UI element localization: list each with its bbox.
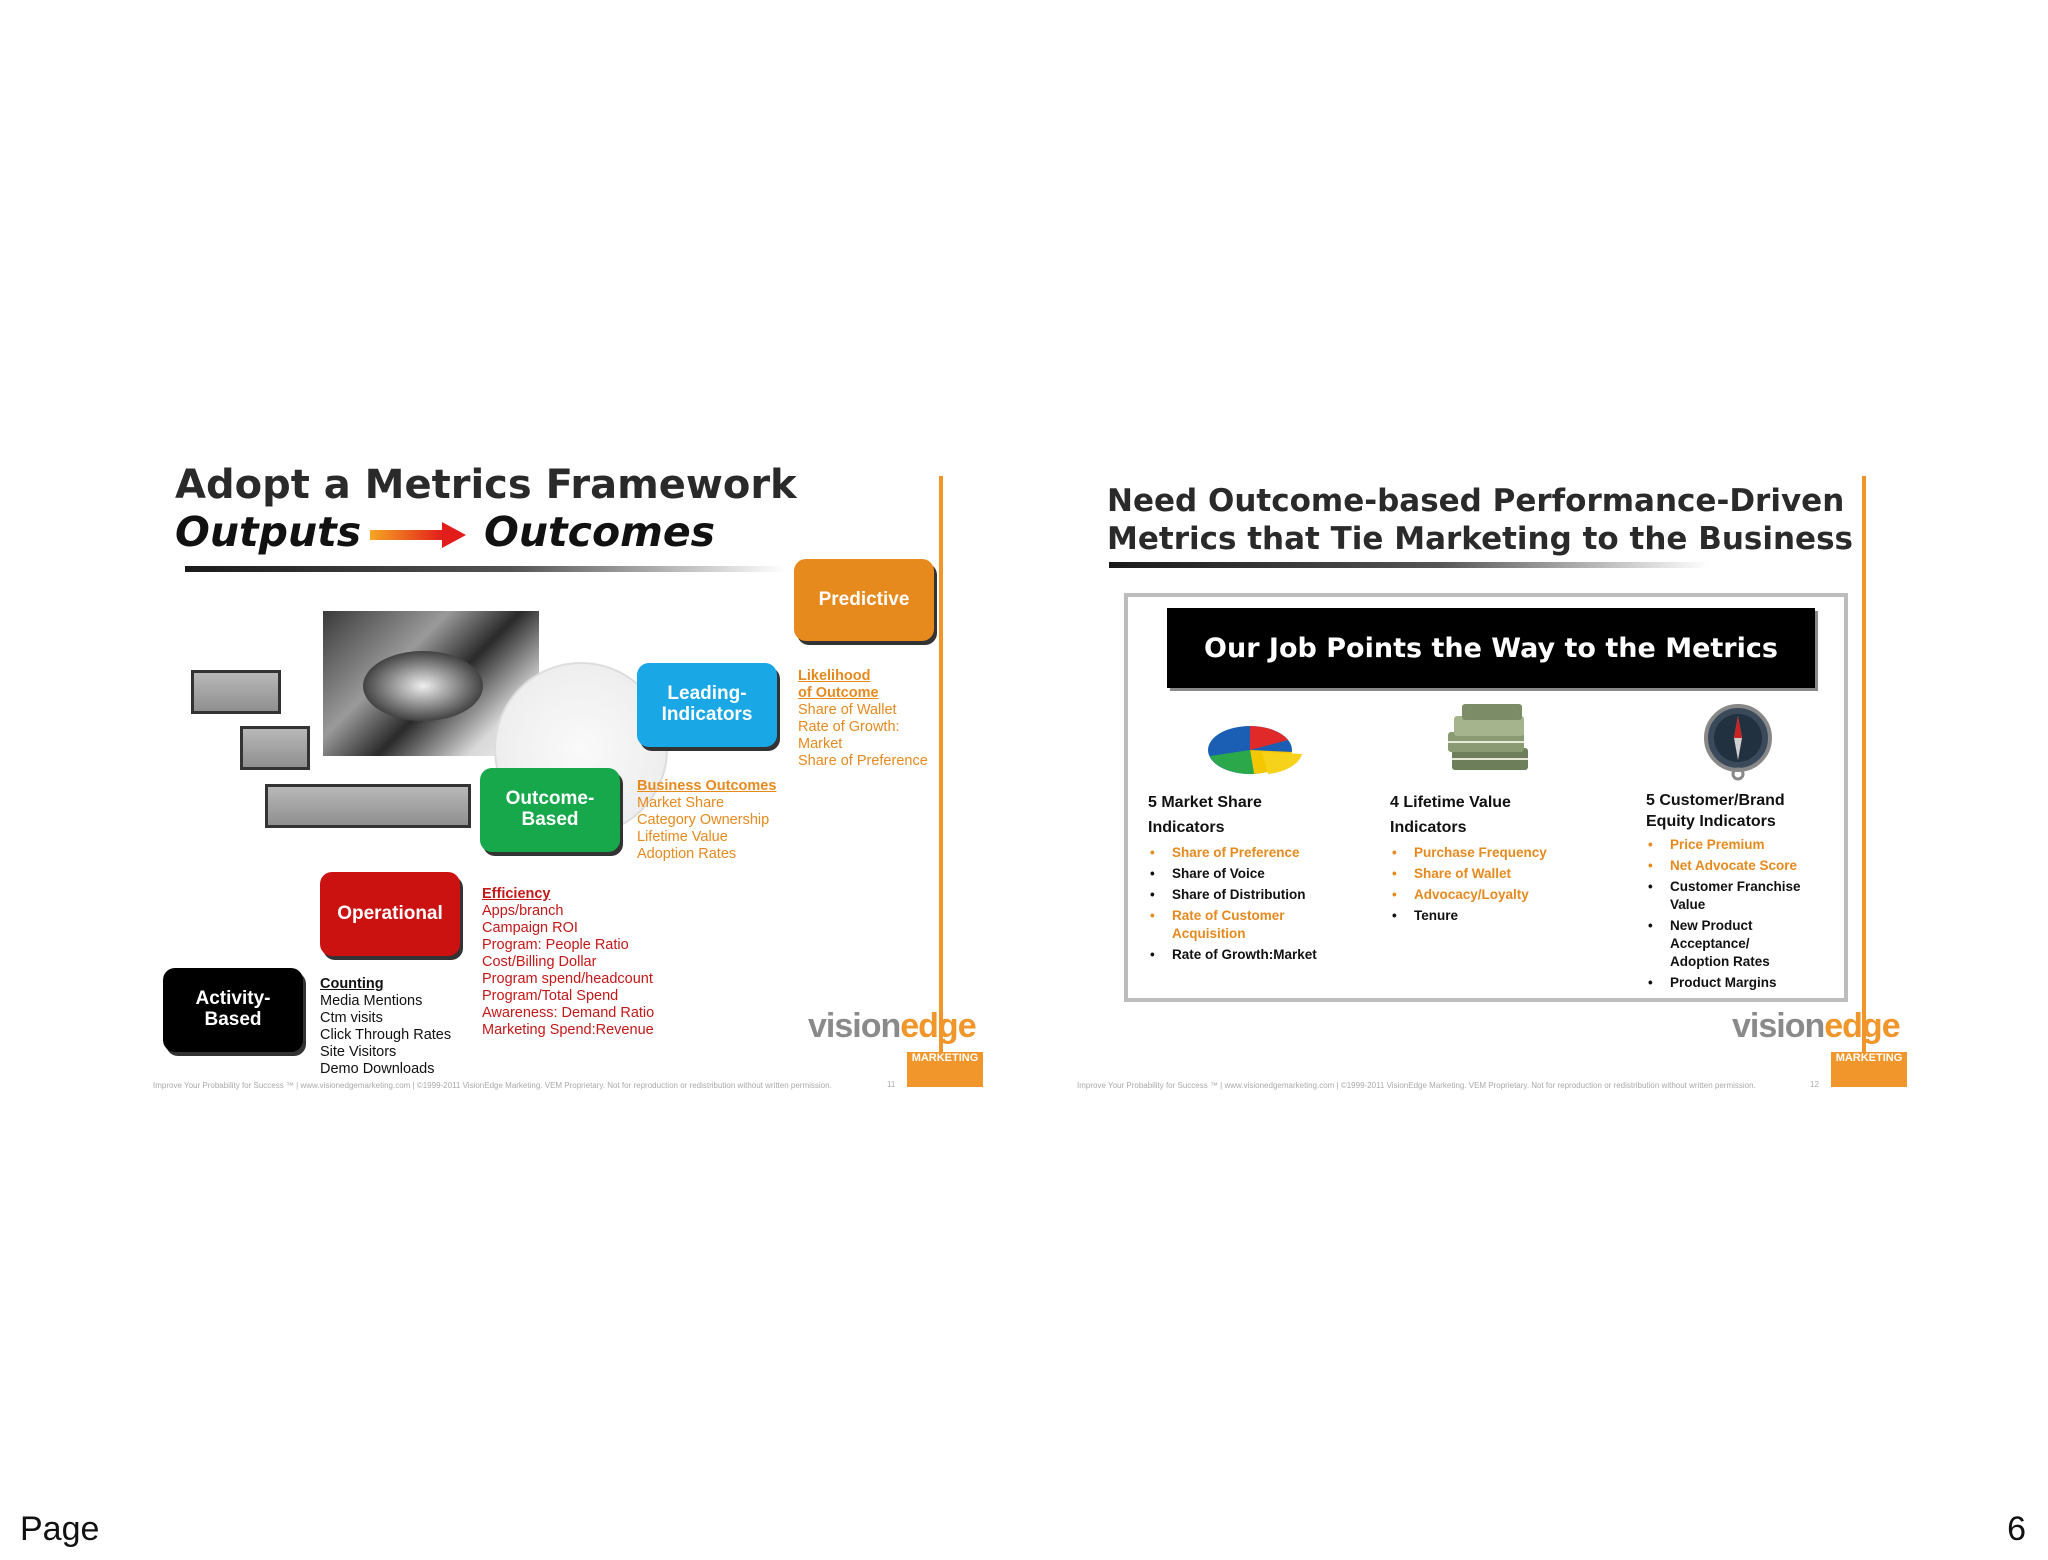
list-item: Program: People Ratio bbox=[482, 937, 629, 953]
counting-list bbox=[320, 976, 451, 1078]
list-item: Apps/branch bbox=[482, 903, 564, 919]
list-item: • Tenure bbox=[1390, 907, 1610, 925]
predictive-box bbox=[794, 559, 934, 641]
title-rule bbox=[185, 566, 785, 572]
logo-word-edge: edge bbox=[1824, 1007, 1900, 1045]
slide-footer: Improve Your Probability for Success ™ | www.visionedgemarketing.com | ©1999-2011 VisionEdge Marketing. VEM Proprietary. Not for reproduction or redistribution without written permission. bbox=[153, 1081, 832, 1090]
logo-tag-text: MARKETING bbox=[911, 1052, 979, 1064]
arrow-right-icon bbox=[370, 522, 466, 548]
list-item: Adoption Rates bbox=[637, 846, 737, 862]
photo-highlight bbox=[363, 651, 483, 721]
indicator-list bbox=[1390, 844, 1610, 925]
list-item: • Share of Preference bbox=[1148, 844, 1368, 862]
lifetime-value-column bbox=[1390, 790, 1610, 928]
slide-footer: Improve Your Probability for Success ™ | www.visionedgemarketing.com | ©1999-2011 VisionEdge Marketing. VEM Proprietary. Not for reproduction or redistribution without written permission. bbox=[1077, 1081, 1756, 1090]
outcome-based-box bbox=[480, 768, 620, 852]
list-item: • Rate of Growth:Market bbox=[1148, 946, 1368, 964]
outputs-label: Outputs bbox=[175, 508, 362, 556]
list-item: • Rate of Customer Acquisition bbox=[1148, 907, 1302, 943]
list-item: • Customer Franchise Value bbox=[1646, 878, 1820, 914]
list-item: Demo Downloads bbox=[320, 1061, 435, 1077]
list-item: Lifetime Value bbox=[637, 829, 728, 845]
list-item: Share of Wallet bbox=[798, 702, 897, 718]
grey-block bbox=[265, 784, 471, 828]
list-item: Category Ownership bbox=[637, 812, 770, 828]
activity-based-label: Activity- Based bbox=[195, 988, 271, 1030]
logo-tag bbox=[907, 1052, 983, 1087]
grey-block bbox=[191, 670, 281, 714]
column-heading-2: Indicators bbox=[1148, 819, 1225, 836]
logo-tag-text: MARKETING bbox=[1835, 1052, 1903, 1064]
column-heading: 5 Market Share bbox=[1148, 794, 1262, 811]
operational-label: Operational bbox=[337, 902, 443, 924]
banner bbox=[1167, 608, 1815, 688]
pie-chart-icon bbox=[1202, 712, 1312, 782]
banner-text: Our Job Points the Way to the Metrics bbox=[1204, 632, 1778, 664]
likelihood-heading: Likelihood bbox=[798, 668, 871, 684]
list-item: • Price Premium bbox=[1646, 836, 1826, 854]
list-item: • Share of Distribution bbox=[1148, 886, 1368, 904]
grey-block bbox=[240, 726, 310, 770]
page-label: Page bbox=[20, 1510, 100, 1548]
likelihood-list bbox=[798, 668, 928, 770]
list-item: Marketing Spend:Revenue bbox=[482, 1022, 654, 1038]
list-item: Site Visitors bbox=[320, 1044, 397, 1060]
business-outcomes-heading: Business Outcomes bbox=[637, 778, 777, 794]
list-item: • New Product Acceptance/ Adoption Rates bbox=[1646, 917, 1790, 971]
list-item: Campaign ROI bbox=[482, 920, 578, 936]
indicator-list bbox=[1148, 844, 1368, 964]
column-heading: 4 Lifetime Value bbox=[1390, 794, 1511, 811]
leading-indicators-label: Leading- Indicators bbox=[661, 683, 753, 725]
counting-heading: Counting bbox=[320, 976, 384, 992]
list-item: Cost/Billing Dollar bbox=[482, 954, 597, 970]
title-line-1: Need Outcome-based Performance-Driven bbox=[1107, 483, 1845, 519]
indicator-list bbox=[1646, 836, 1826, 992]
logo-word-vision: vision bbox=[1732, 1007, 1825, 1045]
slide-title: Adopt a Metrics Framework bbox=[175, 462, 797, 508]
activity-based-box bbox=[163, 968, 303, 1052]
logo-word-edge: edge bbox=[900, 1007, 976, 1045]
slide-outcome-based-metrics bbox=[1072, 462, 1912, 1095]
efficiency-list bbox=[482, 886, 654, 1039]
list-item: Program/Total Spend bbox=[482, 988, 619, 1004]
visionedge-logo bbox=[808, 1007, 976, 1046]
column-heading-2: Indicators bbox=[1390, 819, 1467, 836]
list-item: Awareness: Demand Ratio bbox=[482, 1005, 655, 1021]
slide-number: 11 bbox=[887, 1080, 896, 1089]
accent-line bbox=[939, 476, 943, 1076]
list-item: Media Mentions bbox=[320, 993, 423, 1009]
list-item: Program spend/headcount bbox=[482, 971, 653, 987]
list-item: Market Share bbox=[637, 795, 725, 811]
outcome-based-label: Outcome- Based bbox=[505, 788, 595, 830]
logo-word-vision: vision bbox=[808, 1007, 901, 1045]
list-item: • Product Margins bbox=[1646, 974, 1826, 992]
slide-adopt-metrics-framework bbox=[132, 462, 979, 1095]
slide-title bbox=[1107, 482, 1853, 558]
visionedge-logo bbox=[1732, 1007, 1900, 1046]
leading-indicators-box bbox=[637, 663, 777, 747]
compass-icon bbox=[1700, 702, 1776, 782]
list-item: • Net Advocate Score bbox=[1646, 857, 1826, 875]
brand-equity-column bbox=[1646, 790, 1826, 995]
business-outcomes-list bbox=[637, 778, 776, 863]
list-item: Ctm visits bbox=[320, 1010, 383, 1026]
operational-box bbox=[320, 872, 460, 956]
page-number: 6 bbox=[2007, 1510, 2026, 1548]
list-item: • Purchase Frequency bbox=[1390, 844, 1610, 862]
list-item: Click Through Rates bbox=[320, 1027, 452, 1043]
outcomes-label: Outcomes bbox=[484, 508, 716, 556]
column-heading: 5 Customer/Brand bbox=[1646, 792, 1785, 809]
list-item: • Advocacy/Loyalty bbox=[1390, 886, 1610, 904]
list-item: Rate of Growth: bbox=[798, 719, 900, 735]
column-heading-2: Equity Indicators bbox=[1646, 813, 1776, 830]
money-stack-icon bbox=[1444, 702, 1534, 782]
slide-number: 12 bbox=[1810, 1080, 1819, 1089]
list-item: • Share of Voice bbox=[1148, 865, 1368, 883]
logo-tag bbox=[1831, 1052, 1907, 1087]
list-item: Share of Preference bbox=[798, 753, 928, 769]
accent-line bbox=[1862, 476, 1866, 1076]
list-item: • Share of Wallet bbox=[1390, 865, 1610, 883]
likelihood-heading-2: of Outcome bbox=[798, 685, 879, 701]
title-rule bbox=[1109, 562, 1709, 568]
title-line-2: Metrics that Tie Marketing to the Business bbox=[1107, 521, 1853, 557]
efficiency-heading: Efficiency bbox=[482, 886, 551, 902]
list-item: Market bbox=[798, 736, 843, 752]
predictive-label: Predictive bbox=[818, 588, 910, 610]
market-share-column bbox=[1148, 790, 1368, 967]
